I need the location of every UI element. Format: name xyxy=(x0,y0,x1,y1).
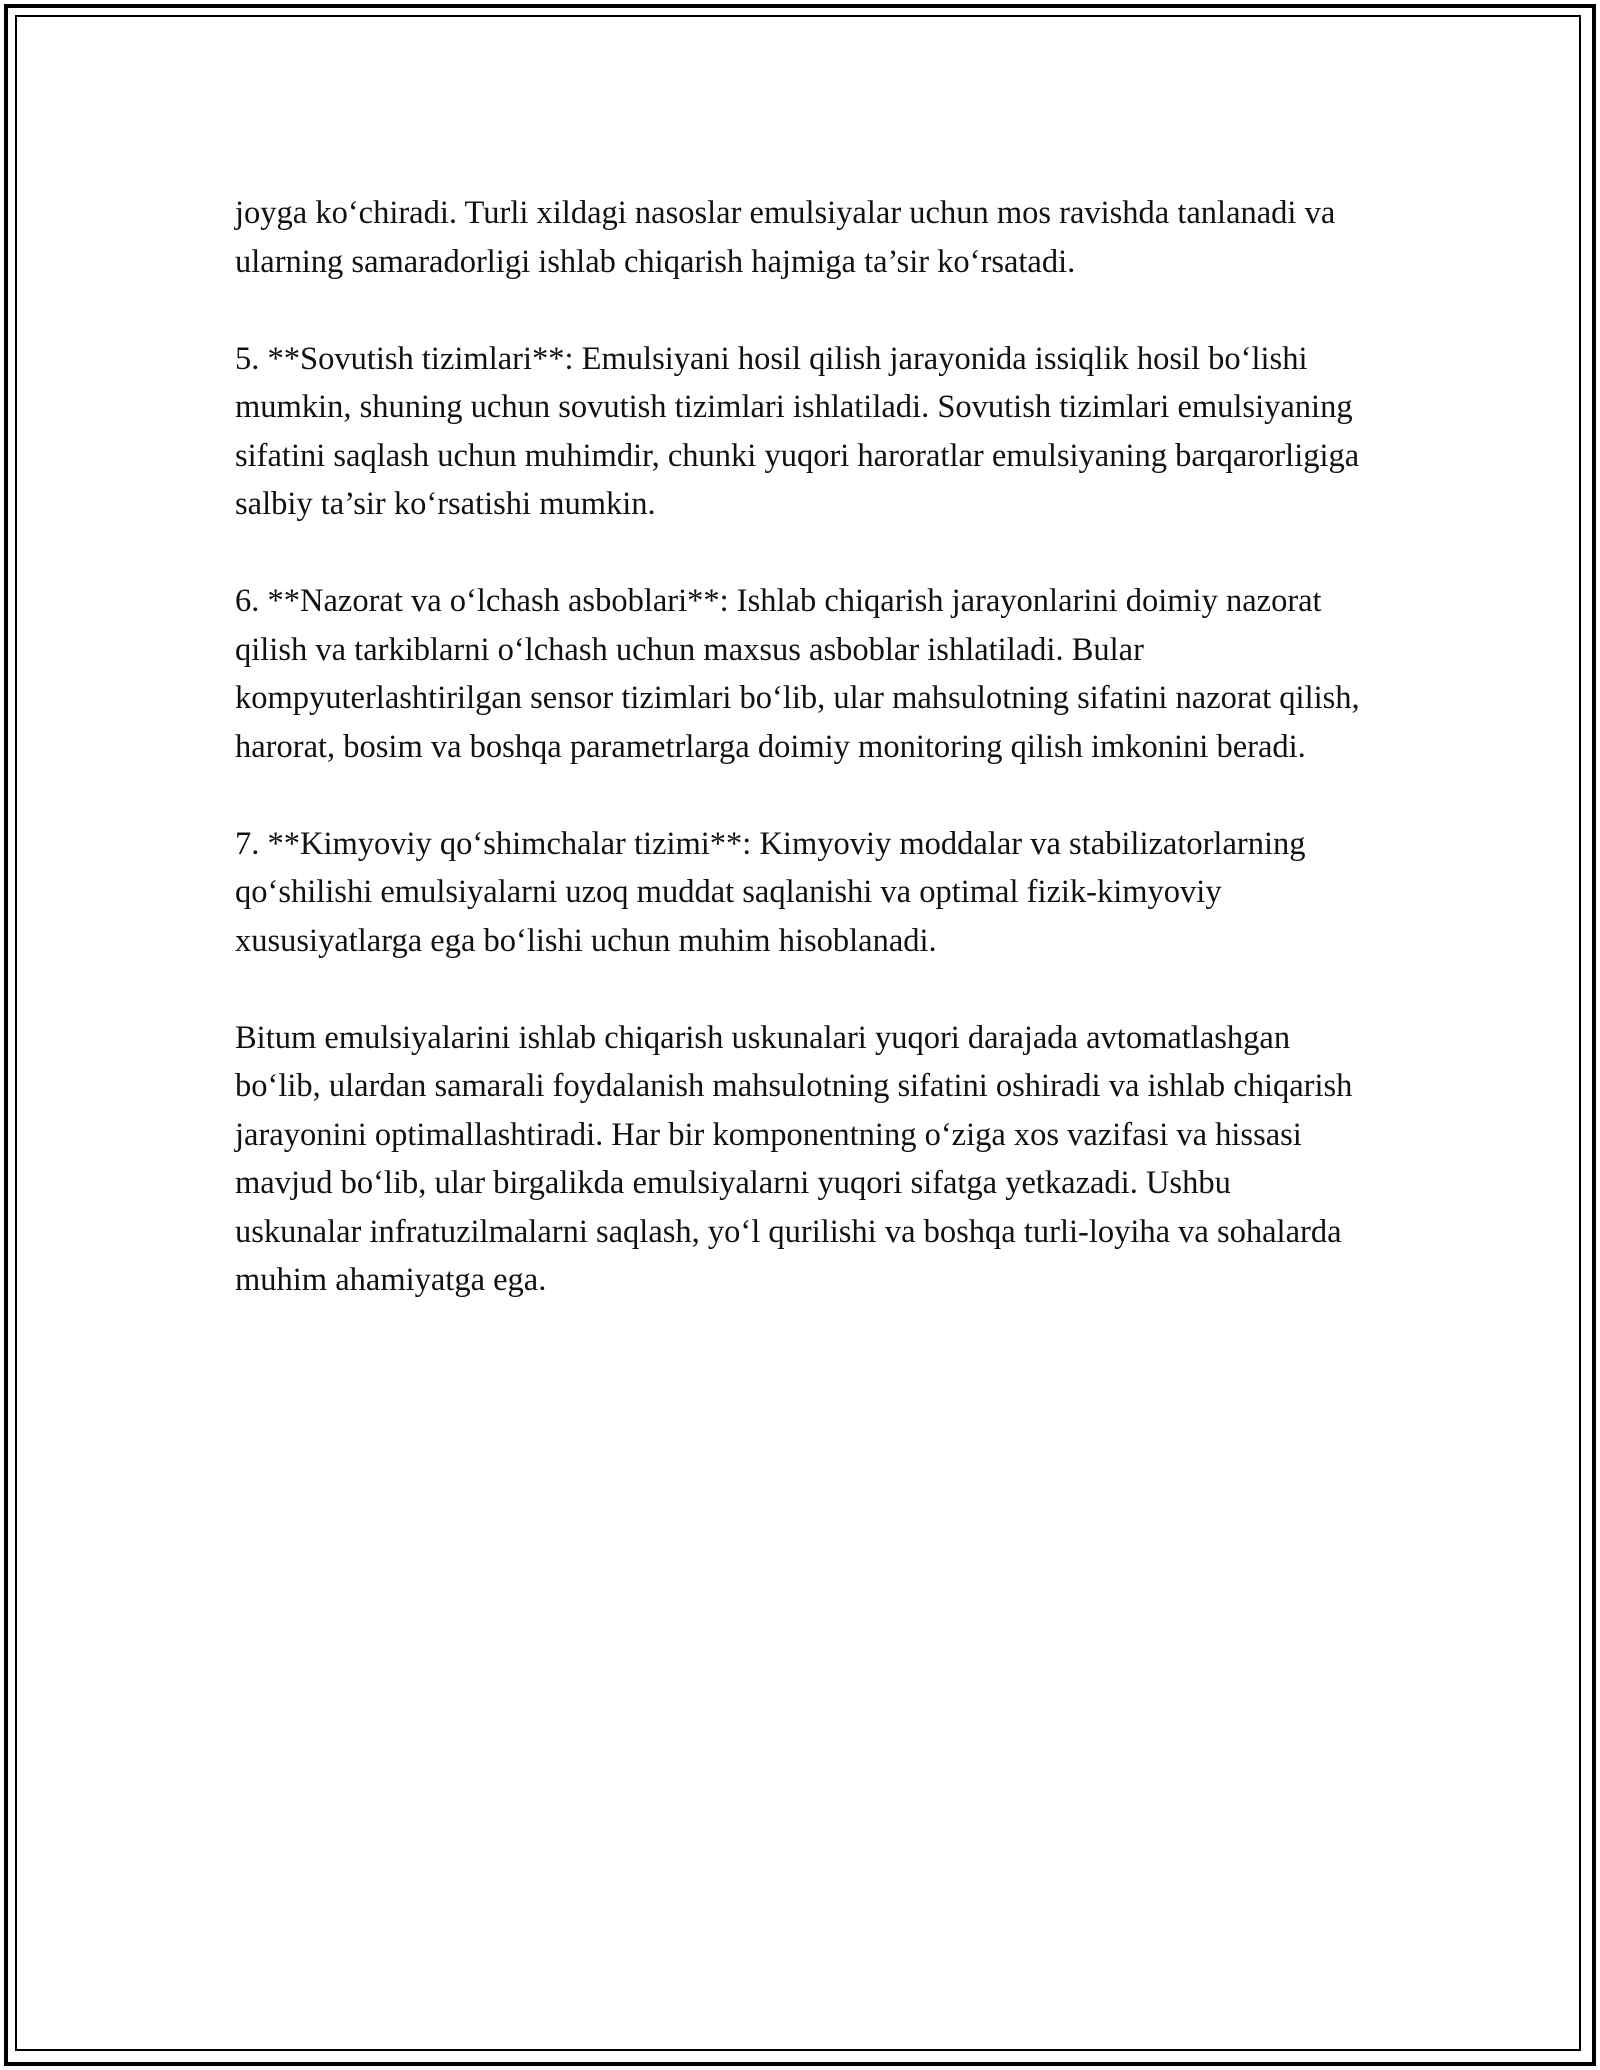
document-body xyxy=(235,189,1365,1305)
paragraph-pumps-continuation: joyga ko‘chiradi. Turli xildagi nasoslar emulsiyalar uchun mos ravishda tanlanadi va ularning samaradorligi ishlab chiqarish hajmiga ta’sir ko‘rsatadi. xyxy=(235,195,1336,280)
paragraph-control-instruments: 6. **Nazorat va o‘lchash asboblari**: Ishlab chiqarish jarayonlarini doimiy nazorat qilish va tarkiblarni o‘lchash uchun maxsus asboblar ishlatiladi. Bular kompyuterlashtirilgan sensor tizimlari bo‘lib, ular mahsulotning sifatini nazorat qilish, harorat, bosim va boshqa parametrlarga doimiy monitoring qilish imkonini beradi. xyxy=(235,583,1360,765)
paragraph-conclusion: Bitum emulsiyalarini ishlab chiqarish uskunalari yuqori darajada avtomatlashgan bo‘lib, ulardan samarali foydalanish mahsulotning sifatini oshiradi va ishlab chiqarish jarayonini optimallashtiradi. Har bir komponentning o‘ziga xos vazifasi va hissasi mavjud bo‘lib, ular birgalikda emulsiyalarni yuqori sifatga yetkazadi. Ushbu uskunalar infratuzilmalarni saqlash, yo‘l qurilishi va boshqa turli-loyiha va sohalarda muhim ahamiyatga ega. xyxy=(235,1019,1353,1298)
paragraph-chemical-additives: 7. **Kimyoviy qo‘shimchalar tizimi**: Kimyoviy moddalar va stabilizatorlarning qo‘shilishi emulsiyalarni uzoq muddat saqlanishi va optimal fizik-kimyoviy xususiyatlarga ega bo‘lishi uchun muhim hisoblanadi. xyxy=(235,825,1306,959)
paragraph-cooling-systems: 5. **Sovutish tizimlari**: Emulsiyani hosil qilish jarayonida issiqlik hosil bo‘lishi mumkin, shuning uchun sovutish tizimlari ishlatiladi. Sovutish tizimlari emulsiyaning sifatini saqlash uchun muhimdir, chunki yuqori haroratlar emulsiyaning barqarorligiga salbiy ta’sir ko‘rsatishi mumkin. xyxy=(235,340,1360,522)
